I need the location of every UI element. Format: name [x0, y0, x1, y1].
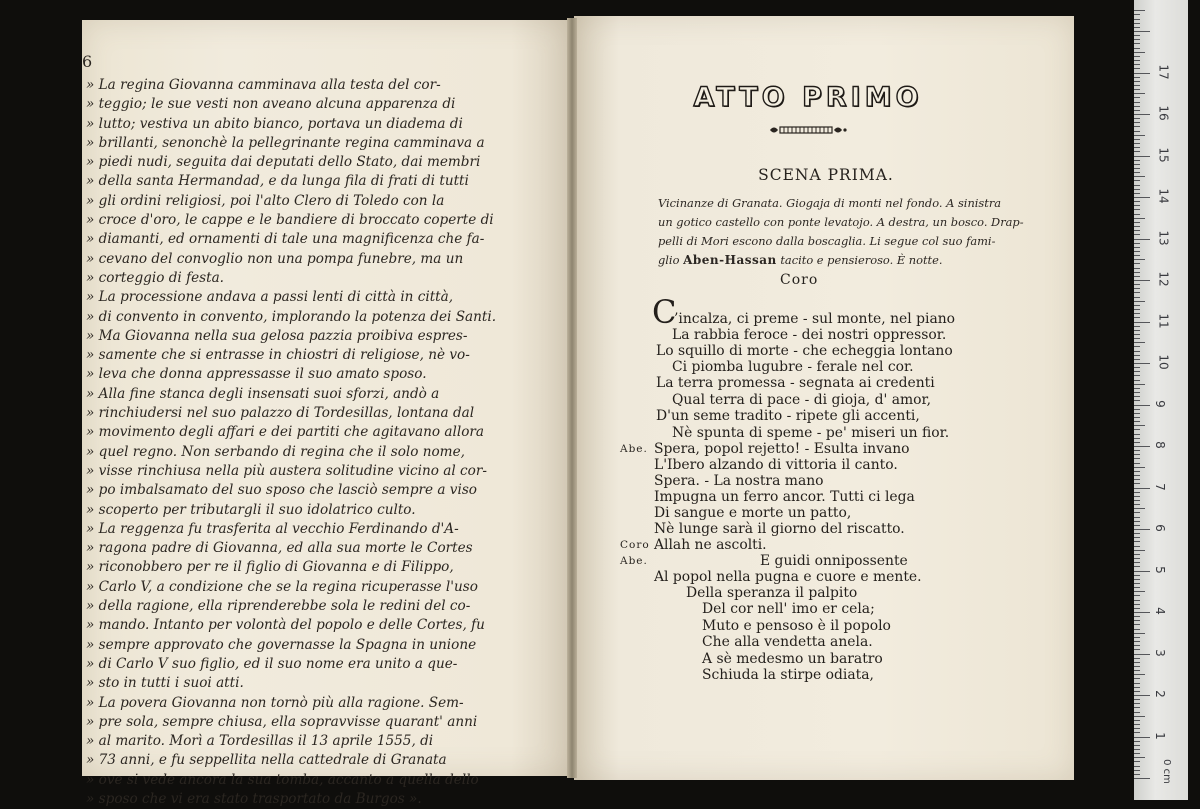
verse-line: Che alla vendetta anela. — [702, 634, 873, 650]
text-line: » scoperto per tributargli il suo idolatrico culto. — [86, 501, 416, 518]
ruler-tick — [1134, 434, 1140, 435]
ruler-tick — [1134, 19, 1140, 20]
ruler-tick — [1134, 454, 1140, 455]
text-line: » teggio; le sue vesti non aveano alcuna apparenza di — [86, 96, 456, 113]
ruler-tick — [1134, 126, 1140, 127]
ruler-tick — [1134, 616, 1140, 617]
ruler-number: 10 — [1156, 354, 1171, 370]
ruler-tick — [1134, 745, 1140, 746]
ruler-tick — [1134, 417, 1140, 418]
ruler-tick — [1134, 683, 1140, 684]
ruler-tick — [1134, 73, 1150, 74]
ruler-tick — [1134, 467, 1145, 468]
ruler-tick — [1134, 699, 1140, 700]
stage-direction-suffix: tacito e pensieroso. È notte. — [780, 253, 943, 267]
ruler-number: 6 — [1152, 524, 1167, 532]
ruler-tick — [1134, 151, 1140, 152]
verse-line: Allah ne ascolti. — [654, 537, 767, 553]
ruler-tick — [1134, 56, 1140, 57]
ruler-tick — [1134, 48, 1140, 49]
ruler-tick — [1134, 674, 1145, 675]
character-name: Aben-Hassan — [683, 253, 777, 267]
verse-line: Nè spunta di speme - pe' miseri un fior. — [672, 425, 950, 441]
text-line: » lutto; vestiva un abito bianco, portava un diadema di — [86, 115, 463, 132]
ruler-tick — [1134, 583, 1140, 584]
speaker-label: Abe. — [620, 443, 648, 455]
text-line: » mando. Intanto per volontà del popolo e delle Cortes, fu — [86, 617, 485, 634]
verse-line: La terra promessa - segnata ai credenti — [656, 375, 935, 391]
ruler-tick — [1134, 197, 1150, 198]
ruler-tick — [1134, 259, 1145, 260]
ruler-tick — [1134, 571, 1150, 572]
ruler-tick — [1134, 139, 1140, 140]
ruler-tick — [1134, 359, 1140, 360]
ruler-tick — [1134, 496, 1140, 497]
ruler-tick — [1134, 396, 1140, 397]
text-line: » Ma Giovanna nella sua gelosa pazzia proibiva espres- — [86, 327, 468, 344]
ruler-tick — [1134, 778, 1150, 779]
ruler-tick — [1134, 525, 1140, 526]
verse-line: Spera. - La nostra mano — [654, 473, 824, 489]
ruler-tick — [1134, 371, 1140, 372]
verse-line: Muto e pensoso è il popolo — [702, 618, 891, 634]
ruler-tick — [1134, 766, 1140, 767]
ruler-tick — [1134, 670, 1140, 671]
ruler-tick — [1134, 658, 1140, 659]
stage-direction-line: Vicinanze di Granata. Giogaja di monti nel fondo. A sinistra — [658, 196, 1002, 210]
stage-direction-line — [658, 251, 1020, 270]
ruler-tick — [1134, 346, 1140, 347]
ruler-tick — [1134, 226, 1140, 227]
ruler-tick — [1134, 251, 1140, 252]
ruler-number: 5 — [1152, 565, 1167, 574]
text-line: » piedi nudi, seguita dai deputati dello Stato, dai membri — [86, 154, 481, 171]
text-line: » La processione andava a passi lenti di città in città, — [86, 289, 454, 306]
verse-line: D'un seme tradito - ripete gli accenti, — [656, 408, 920, 424]
ruler-number: 7 — [1152, 482, 1167, 491]
ruler-number: 3 — [1152, 648, 1167, 657]
text-line: » samente che si entrasse in chiostri di religiose, nè vo- — [86, 347, 470, 364]
scene-title: SCENA PRIMA. — [758, 166, 894, 184]
ruler-tick — [1134, 351, 1140, 352]
ruler-tick — [1134, 280, 1150, 281]
text-line: » corteggio di festa. — [86, 269, 225, 286]
text-line: » Alla fine stanca degli insensati suoi sforzi, andò a — [86, 385, 440, 402]
ruler-tick — [1134, 678, 1140, 679]
ruler-tick — [1134, 512, 1140, 513]
ruler-tick — [1134, 500, 1140, 501]
text-line: » La reggenza fu trasferita al vecchio Ferdinando d'A- — [86, 520, 459, 537]
ruler-tick — [1134, 317, 1140, 318]
ruler-unit: 0 cm — [1160, 759, 1172, 784]
ruler-tick — [1134, 707, 1140, 708]
ruler-tick — [1134, 334, 1140, 335]
ruler-tick — [1134, 326, 1140, 327]
ruler-tick — [1134, 27, 1140, 28]
text-line: » La regina Giovanna camminava alla testa del cor- — [86, 77, 441, 93]
ruler-tick — [1134, 483, 1140, 484]
ruler-tick — [1134, 649, 1140, 650]
ruler-tick — [1134, 234, 1140, 235]
drop-cap: C — [652, 293, 677, 331]
ruler-tick — [1134, 297, 1140, 298]
ruler-tick — [1134, 641, 1140, 642]
ruler-number: 2 — [1152, 690, 1167, 698]
ruler-tick — [1134, 222, 1140, 223]
ruler-tick — [1134, 110, 1140, 111]
ruler-tick — [1134, 330, 1140, 331]
ruler-tick — [1134, 429, 1140, 430]
stage-direction-prefix: glio — [658, 253, 680, 267]
ruler-tick — [1134, 39, 1140, 40]
ruler-tick — [1134, 579, 1140, 580]
ruler-tick — [1134, 608, 1140, 609]
ruler-tick — [1134, 160, 1140, 161]
ruler-tick — [1134, 488, 1150, 489]
ruler-tick — [1134, 380, 1140, 381]
ruler-tick — [1134, 355, 1140, 356]
ruler-tick — [1134, 475, 1140, 476]
ruler-tick — [1134, 691, 1140, 692]
ruler-tick — [1134, 68, 1140, 69]
ruler-tick — [1134, 52, 1145, 53]
ruler-tick — [1134, 313, 1140, 314]
ruler-tick — [1134, 637, 1140, 638]
coro-heading: Coro — [780, 272, 819, 288]
ruler-number: 4 — [1152, 607, 1167, 615]
text-line: » sempre approvato che governasse la Spagna in unione — [86, 636, 477, 653]
ruler-tick — [1134, 301, 1145, 302]
text-line: » pre sola, sempre chiusa, ella sopravvisse quarant' anni — [86, 713, 478, 730]
verse-line: A sè medesmo un baratro — [702, 651, 883, 667]
ruler-tick — [1134, 292, 1140, 293]
text-line: » brillanti, senonchè la pellegrinante regina camminava a — [86, 134, 485, 151]
ruler-tick — [1134, 409, 1140, 410]
ruler-tick — [1134, 562, 1140, 563]
ruler-tick — [1134, 546, 1140, 547]
ruler-tick — [1134, 367, 1140, 368]
ruler-tick — [1134, 492, 1140, 493]
verse-line: Impugna un ferro ancor. Tutti ci lega — [654, 489, 915, 505]
ruler-tick — [1134, 595, 1140, 596]
act-title: ATTO PRIMO — [693, 82, 923, 113]
ruler-tick — [1134, 741, 1140, 742]
text-line: » Carlo V, a condizione che se la regina ricuperasse l'uso — [86, 578, 478, 595]
ruler-tick — [1134, 720, 1140, 721]
ruler-tick — [1134, 168, 1140, 169]
ruler-tick — [1134, 143, 1140, 144]
verse-line: ’incalza, ci preme - sul monte, nel piano — [674, 311, 956, 327]
ruler-number: 13 — [1156, 229, 1171, 246]
verse-line: Ci piomba lugubre - ferale nel cor. — [672, 359, 914, 375]
ruler-tick — [1134, 479, 1140, 480]
ruler-tick — [1134, 463, 1140, 464]
stage-direction-line: pelli di Mori escono dalla boscaglia. Li segue col suo fami- — [658, 234, 996, 248]
ruler-tick — [1134, 425, 1145, 426]
book-gutter — [567, 18, 577, 778]
ruler-tick — [1134, 645, 1140, 646]
ruler-tick — [1134, 375, 1140, 376]
ruler-tick — [1134, 156, 1150, 157]
ruler-tick — [1134, 388, 1140, 389]
ruler-tick — [1134, 31, 1150, 32]
ruler-tick — [1134, 201, 1140, 202]
text-line: » movimento degli affari e dei partiti che agitavano allora — [86, 424, 484, 441]
ruler-tick — [1134, 209, 1140, 210]
text-line: » sposo che vi era stato trasportato da Burgos ». — [86, 790, 422, 807]
ruler-tick — [1134, 189, 1140, 190]
speaker-label: Coro — [620, 539, 650, 551]
ruler-tick — [1134, 193, 1140, 194]
ruler-tick — [1134, 703, 1140, 704]
left-page-text — [86, 76, 516, 809]
ruler-tick — [1134, 276, 1140, 277]
ornament-icon — [768, 124, 848, 136]
ruler-tick — [1134, 81, 1140, 82]
stage-direction-line: un gotico castello con ponte levatojo. A destra, un bosco. Drap- — [658, 215, 1024, 229]
ruler-tick — [1134, 392, 1140, 393]
ruler-tick — [1134, 122, 1140, 123]
ruler-tick — [1134, 458, 1140, 459]
ruler-tick — [1134, 405, 1150, 406]
ruler-tick — [1134, 666, 1140, 667]
ruler-tick — [1134, 85, 1140, 86]
ruler-tick — [1134, 687, 1140, 688]
stage-direction — [658, 194, 1024, 270]
text-line: » della santa Hermandad, e da lunga fila di frati di tutti — [86, 173, 469, 190]
ruler-tick — [1134, 533, 1140, 534]
verse-line: L'Ibero alzando di vittoria il canto. — [654, 457, 898, 473]
ruler-tick — [1134, 508, 1145, 509]
ruler-tick — [1134, 118, 1140, 119]
ruler-tick — [1134, 102, 1140, 103]
verse-line: Nè lunge sarà il giorno del riscatto. — [654, 521, 905, 537]
ruler-tick — [1134, 575, 1140, 576]
text-line: » La povera Giovanna non tornò più alla ragione. Sem- — [86, 694, 464, 711]
ruler-number: 17 — [1156, 63, 1171, 80]
ruler-number: 1 — [1152, 731, 1167, 740]
ruler-tick — [1134, 421, 1140, 422]
ruler-tick — [1134, 10, 1145, 11]
ruler-tick — [1134, 239, 1150, 240]
ruler-tick — [1134, 43, 1140, 44]
ruler-number: 9 — [1152, 399, 1167, 408]
ruler-tick — [1134, 633, 1145, 634]
ruler-tick — [1134, 93, 1145, 94]
ruler-tick — [1134, 624, 1140, 625]
ruler-tick — [1134, 541, 1140, 542]
ruler-tick — [1134, 114, 1150, 115]
ruler-tick — [1134, 446, 1150, 447]
ruler-number: 16 — [1156, 105, 1171, 121]
ruler-tick — [1134, 164, 1140, 165]
ruler-tick — [1134, 172, 1140, 173]
ruler-tick — [1134, 14, 1140, 15]
ruler-tick — [1134, 537, 1140, 538]
ruler-tick — [1134, 284, 1140, 285]
ruler-tick — [1134, 247, 1140, 248]
speaker-label: Abe. — [620, 555, 648, 567]
text-line: » croce d'oro, le cappe e le bandiere di broccato coperte di — [86, 212, 494, 229]
ruler-tick — [1134, 716, 1145, 717]
ruler-tick — [1134, 180, 1140, 181]
ruler-tick — [1134, 263, 1140, 264]
ruler-tick — [1134, 761, 1140, 762]
ruler-tick — [1134, 662, 1140, 663]
ruler-number: 11 — [1156, 312, 1171, 329]
measuring-ruler — [1134, 0, 1188, 800]
ruler-tick — [1134, 620, 1140, 621]
verse-line: E guidi onnipossente — [760, 553, 908, 569]
ruler-tick — [1134, 230, 1140, 231]
ruler-tick — [1134, 97, 1140, 98]
ruler-tick — [1134, 629, 1140, 630]
ruler-tick — [1134, 521, 1140, 522]
text-line: » riconobbero per re il figlio di Giovanna e di Filippo, — [86, 559, 454, 576]
ruler-tick — [1134, 566, 1140, 567]
text-line: » diamanti, ed ornamenti di tale una magnificenza che fa- — [86, 231, 485, 248]
ruler-tick — [1134, 135, 1145, 136]
ruler-tick — [1134, 268, 1140, 269]
ruler-tick — [1134, 288, 1140, 289]
ruler-tick — [1134, 591, 1145, 592]
ruler-tick — [1134, 185, 1140, 186]
ruler-tick — [1134, 272, 1140, 273]
ruler-tick — [1134, 147, 1140, 148]
text-line: » della ragione, ella riprenderebbe sola le redini del co- — [86, 598, 471, 615]
ruler-tick — [1134, 587, 1140, 588]
ruler-tick — [1134, 322, 1150, 323]
text-line: » sto in tutti i suoi atti. — [86, 675, 244, 692]
verse-line: Lo squillo di morte - che echeggia lontano — [656, 343, 953, 359]
ruler-tick — [1134, 737, 1150, 738]
page-number: 6 — [82, 52, 93, 71]
verse-line: Schiuda la stirpe odiata, — [702, 667, 874, 683]
ruler-tick — [1134, 205, 1140, 206]
ruler-tick — [1134, 442, 1140, 443]
ruler-tick — [1134, 471, 1140, 472]
ruler-tick — [1134, 218, 1145, 219]
verse-line: Del cor nell' imo er cela; — [702, 601, 875, 617]
text-line: » po imbalsamato del suo sposo che lasciò sempre a viso — [86, 482, 477, 499]
ruler-tick — [1134, 450, 1140, 451]
text-line: » ove si vede ancora la sua tomba, accanto a quella dello — [86, 771, 479, 788]
ruler-tick — [1134, 724, 1140, 725]
ruler-tick — [1134, 774, 1140, 775]
text-line: » leva che donna appressasse il suo amato sposo. — [86, 366, 427, 383]
text-line: » al marito. Morì a Tordesillas il 13 aprile 1555, di — [86, 733, 434, 750]
text-line: » visse rinchiusa nella più austera solitudine vicino al cor- — [86, 462, 487, 479]
ruler-number: 8 — [1152, 441, 1167, 449]
ruler-number: 15 — [1156, 146, 1171, 163]
text-line: » di Carlo V suo figlio, ed il suo nome era unito a que- — [86, 655, 458, 672]
text-line: » quel regno. Non serbando di regina che il solo nome, — [86, 443, 465, 460]
ruler-tick — [1134, 554, 1140, 555]
text-line: » di convento in convento, implorando la potenza dei Santi. — [86, 308, 497, 325]
verse-line: Di sangue e morte un patto, — [654, 505, 852, 521]
ruler-tick — [1134, 35, 1140, 36]
verse-line: Qual terra di pace - di gioja, d' amor, — [672, 392, 932, 408]
ruler-tick — [1134, 757, 1145, 758]
text-line: » gli ordini religiosi, poi l'alto Clero di Toledo con la — [86, 192, 445, 209]
ruler-tick — [1134, 400, 1140, 401]
ruler-tick — [1134, 612, 1150, 613]
text-line: » cevano del convoglio non una pompa funebre, ma un — [86, 250, 464, 267]
ruler-tick — [1134, 384, 1145, 385]
ruler-tick — [1134, 243, 1140, 244]
ruler-tick — [1134, 255, 1140, 256]
ruler-tick — [1134, 60, 1140, 61]
ruler-tick — [1134, 23, 1140, 24]
ruler-tick — [1134, 654, 1150, 655]
ruler-number: 14 — [1156, 188, 1171, 204]
ruler-tick — [1134, 517, 1140, 518]
ruler-tick — [1134, 363, 1150, 364]
ruler-tick — [1134, 338, 1140, 339]
verse-line: Della speranza il palpito — [686, 585, 858, 601]
ruler-tick — [1134, 728, 1140, 729]
ruler-tick — [1134, 214, 1140, 215]
ruler-tick — [1134, 604, 1140, 605]
ruler-tick — [1134, 600, 1140, 601]
ruler-tick — [1134, 753, 1140, 754]
verse-line: La rabbia feroce - dei nostri oppressor. — [672, 327, 947, 343]
ruler-tick — [1134, 342, 1145, 343]
ruler-tick — [1134, 550, 1145, 551]
ruler-number: 12 — [1156, 271, 1171, 287]
ruler-tick — [1134, 64, 1140, 65]
ruler-tick — [1134, 176, 1145, 177]
ruler-tick — [1134, 712, 1140, 713]
ruler-tick — [1134, 106, 1140, 107]
text-line: » rinchiudersi nel suo palazzo di Tordesillas, lontana dal — [86, 405, 475, 422]
ruler-tick — [1134, 77, 1140, 78]
text-line: » ragona padre di Giovanna, ed alla sua morte le Cortes — [86, 540, 473, 557]
ruler-tick — [1134, 89, 1140, 90]
ruler-tick — [1134, 438, 1140, 439]
ruler-tick — [1134, 504, 1140, 505]
ruler-tick — [1134, 770, 1140, 771]
ruler-tick — [1134, 695, 1150, 696]
verse-line: Spera, popol rejetto! - Esulta invano — [654, 441, 910, 457]
ruler-tick — [1134, 309, 1140, 310]
verse-line: Al popol nella pugna e cuore e mente. — [654, 569, 922, 585]
ruler-tick — [1134, 413, 1140, 414]
ruler-tick — [1134, 305, 1140, 306]
ruler-tick — [1134, 558, 1140, 559]
ruler-tick — [1134, 529, 1150, 530]
ruler-tick — [1134, 732, 1140, 733]
text-line: » 73 anni, e fu seppellita nella cattedrale di Granata — [86, 752, 447, 769]
ruler-tick — [1134, 749, 1140, 750]
ruler-tick — [1134, 131, 1140, 132]
